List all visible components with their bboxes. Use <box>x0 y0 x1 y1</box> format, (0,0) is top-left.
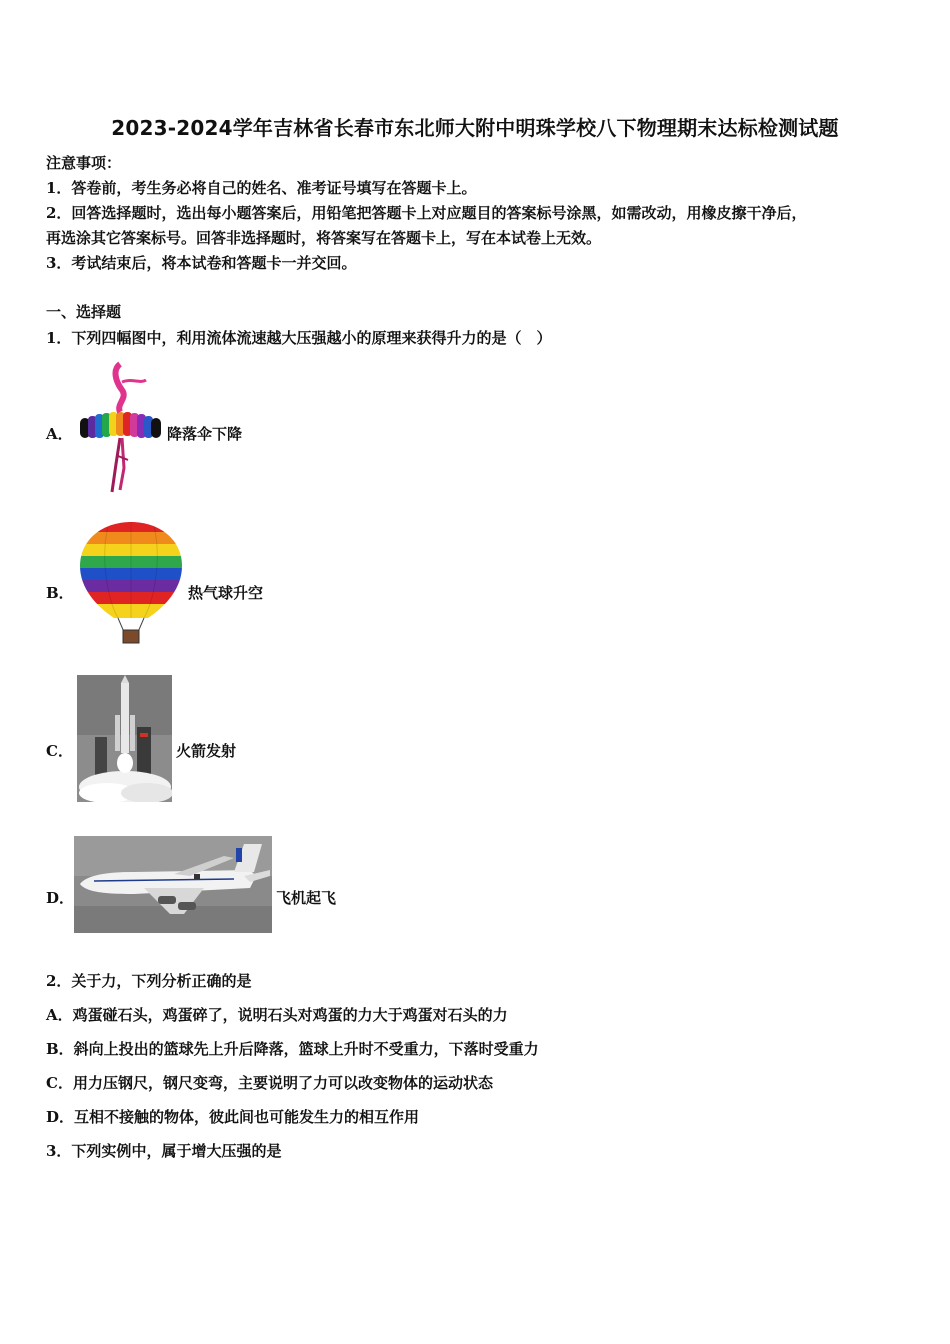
note-item: 2．回答选择题时，选出每小题答案后，用铅笔把答题卡上对应题目的答案标号涂黑，如需改动，用橡皮擦干净后， <box>46 204 807 222</box>
option-b-text: 热气球升空 <box>188 584 264 602</box>
question-2-option: A．鸡蛋碰石头，鸡蛋碎了，说明石头对鸡蛋的力大于鸡蛋对石头的力 <box>46 1006 508 1024</box>
question-1-stem: 1．下列四幅图中，利用流体流速越大压强越小的原理来获得升力的是（ ） <box>46 329 552 347</box>
airplane-image <box>74 836 272 933</box>
option-d-label: D． <box>46 889 75 907</box>
note-item: 1．答卷前，考生务必将自己的姓名、准考证号填写在答题卡上。 <box>46 179 477 197</box>
option-c-text: 火箭发射 <box>176 742 237 760</box>
option-d-text: 飞机起飞 <box>276 889 337 907</box>
rocket-launch-image <box>77 675 172 802</box>
question-2-option: D．互相不接触的物体，彼此间也可能发生力的相互作用 <box>46 1108 420 1126</box>
question-2-stem: 2．关于力，下列分析正确的是 <box>46 972 252 990</box>
parachute-image <box>76 360 164 496</box>
notes-heading: 注意事项： <box>46 154 122 172</box>
option-b-label: B． <box>46 584 74 602</box>
question-2-option: B．斜向上投出的篮球先上升后降落，篮球上升时不受重力，下落时受重力 <box>46 1040 539 1058</box>
hot-air-balloon-image <box>78 520 184 646</box>
option-a-text: 降落伞下降 <box>167 425 243 443</box>
note-item: 再选涂其它答案标号。回答非选择题时，将答案写在答题卡上，写在本试卷上无效。 <box>46 229 602 247</box>
question-2-option: C．用力压钢尺，钢尺变弯，主要说明了力可以改变物体的运动状态 <box>46 1074 493 1092</box>
exam-title: 2023-2024学年吉林省长春市东北师大附中明珠学校八下物理期末达标检测试题 <box>111 116 839 140</box>
section-heading: 一、选择题 <box>46 303 122 321</box>
option-c-label: C． <box>46 742 73 760</box>
option-a-label: A． <box>46 425 73 443</box>
question-3-stem: 3．下列实例中，属于增大压强的是 <box>46 1142 282 1160</box>
note-item: 3．考试结束后，将本试卷和答题卡一并交回。 <box>46 254 357 272</box>
